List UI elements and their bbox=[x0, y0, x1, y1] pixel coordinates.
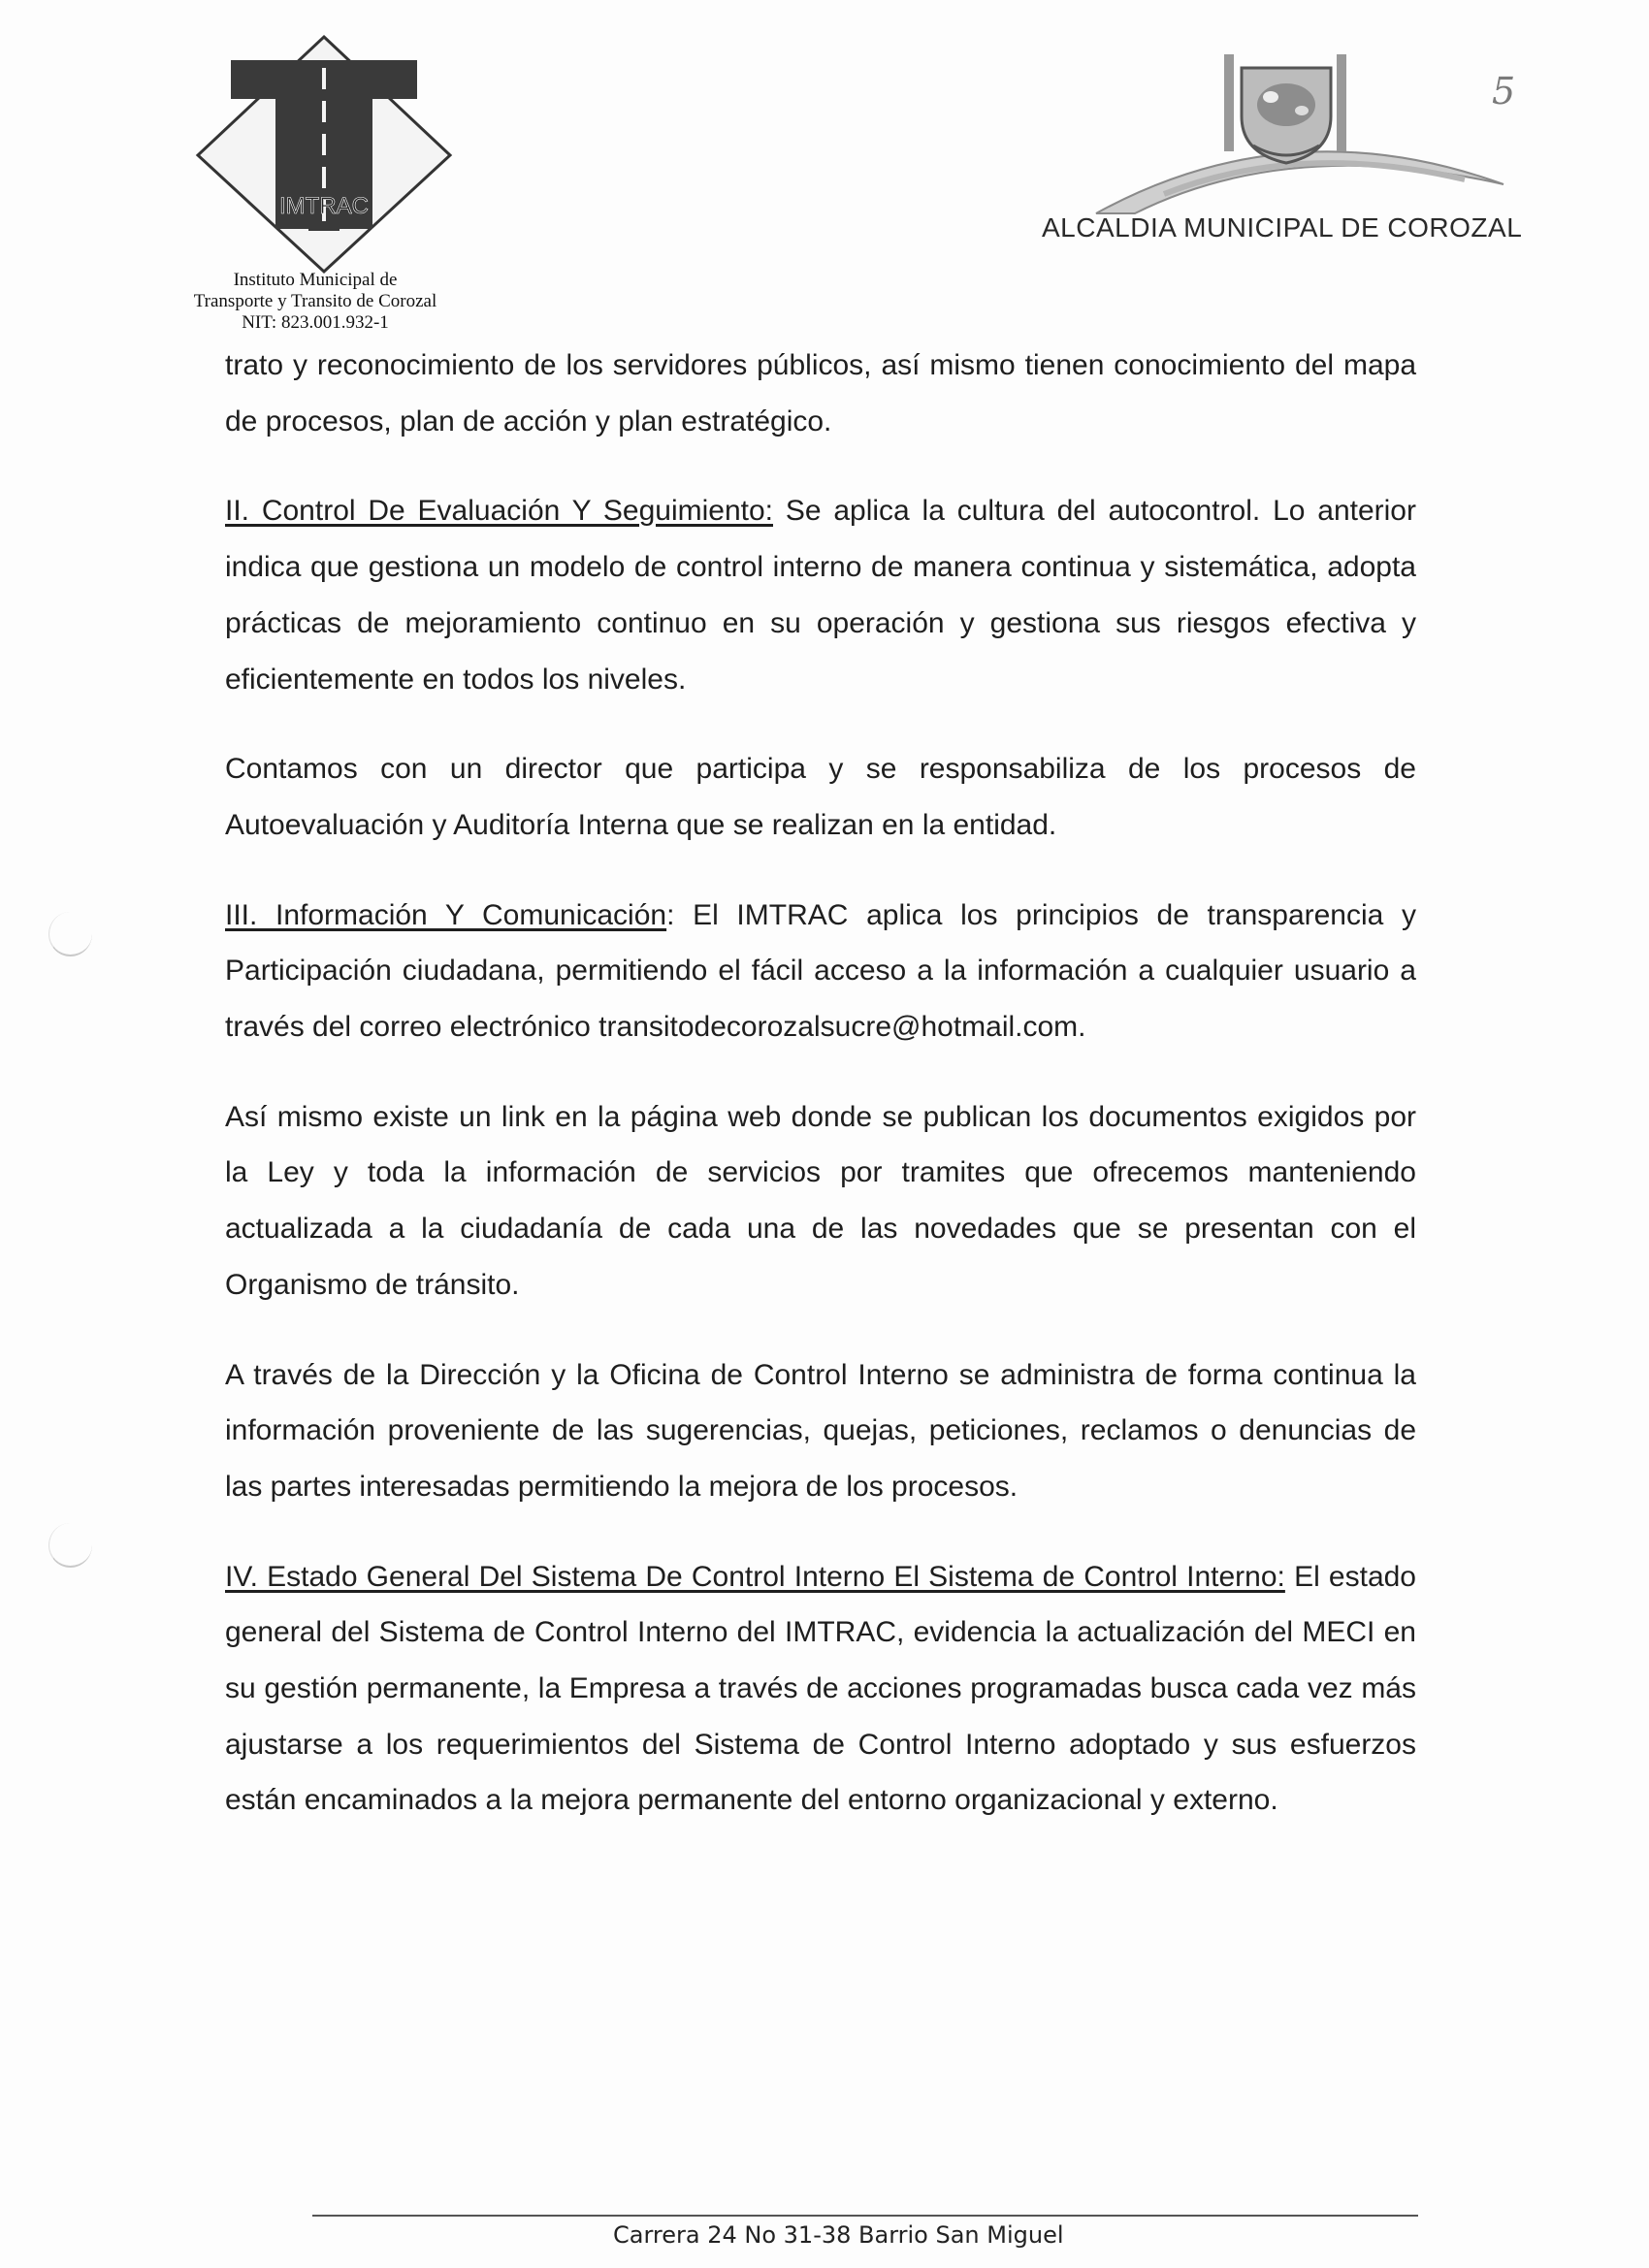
punch-hole bbox=[48, 912, 92, 956]
paragraph-3: Contamos con un director que participa y se responsabiliza de los procesos de Autoevaluación y Auditoría Interna que se realizan en la entidad. bbox=[225, 753, 1416, 841]
document-body bbox=[225, 338, 1416, 1863]
paragraph-4-text: : El IMTRAC aplica los principios de transparencia y Participación ciudadana, permitiendo el fácil acceso a la información a cualquier usuario a través del correo electrónico transitodecorozalsucre@hotmail.com. bbox=[225, 898, 1416, 1044]
section-heading-4: IV. Estado General Del Sistema De Control Interno El Sistema de Control Interno: bbox=[225, 1560, 1285, 1593]
paragraph-2-text: Se aplica la cultura del autocontrol. Lo anterior indica que gestiona un modelo de control interno de manera continua y sistemática, adopta prácticas de mejoramiento continuo en su operación y gestiona sus riesgos efectiva y eficientemente en todos los niveles. bbox=[225, 495, 1416, 696]
paragraph-7-text: El estado general del Sistema de Control Interno del IMTRAC, evidencia la actualización del MECI en su gestión permanente, la Empresa a través de acciones programadas busca cada vez más ajustarse a los requerimientos del Sistema de Control Interno adoptado y sus esfuerzos están encaminados a la mejora permanente del entorno organizacional y externo. bbox=[225, 1560, 1416, 1817]
caption-line-2: Transporte y Transito de Corozal bbox=[193, 291, 437, 311]
paragraph-1: trato y reconocimiento de los servidores públicos, así mismo tienen conocimiento del mapa de procesos, plan de acción y plan estratégico. bbox=[225, 349, 1416, 437]
paragraph-6: A través de la Dirección y la Oficina de Control Interno se administra de forma continua la información proveniente de las sugerencias, quejas, peticiones, reclamos o denuncias de las partes interesadas permitiendo la mejora de los procesos. bbox=[225, 1358, 1416, 1503]
coat-of-arms-icon bbox=[1224, 54, 1346, 163]
section-heading-3: III. Información Y Comunicación bbox=[225, 898, 667, 931]
paragraph-5: Así mismo existe un link en la página web donde se publican los documentos exigidos por la Ley y toda la información de servicios por tramites que ofrecemos manteniendo actualizada a la ciudadanía de cada una de las novedades que se presentan con el Organismo de tránsito. bbox=[225, 1100, 1416, 1301]
footer-divider bbox=[312, 2215, 1418, 2217]
punch-hole bbox=[48, 1523, 92, 1568]
caption-line-3: NIT: 823.001.932-1 bbox=[242, 312, 389, 333]
alcaldia-title: ALCALDIA MUNICIPAL DE COROZAL bbox=[1042, 212, 1523, 243]
footer-address: Carrera 24 No 31-38 Barrio San Miguel bbox=[613, 2221, 1064, 2249]
paragraph-2 bbox=[225, 483, 1416, 707]
imtrac-logo-text: IMTRAC bbox=[279, 193, 369, 219]
section-heading-2: II. Control De Evaluación Y Seguimiento: bbox=[225, 495, 773, 528]
paragraph-4 bbox=[225, 888, 1416, 1055]
caption-line-1: Instituto Municipal de bbox=[233, 270, 398, 290]
alcaldia-logo bbox=[1077, 49, 1516, 223]
imtrac-caption bbox=[136, 270, 495, 334]
imtrac-logo bbox=[190, 29, 458, 277]
page-number: 5 bbox=[1492, 70, 1516, 113]
paragraph-7 bbox=[225, 1549, 1416, 1830]
